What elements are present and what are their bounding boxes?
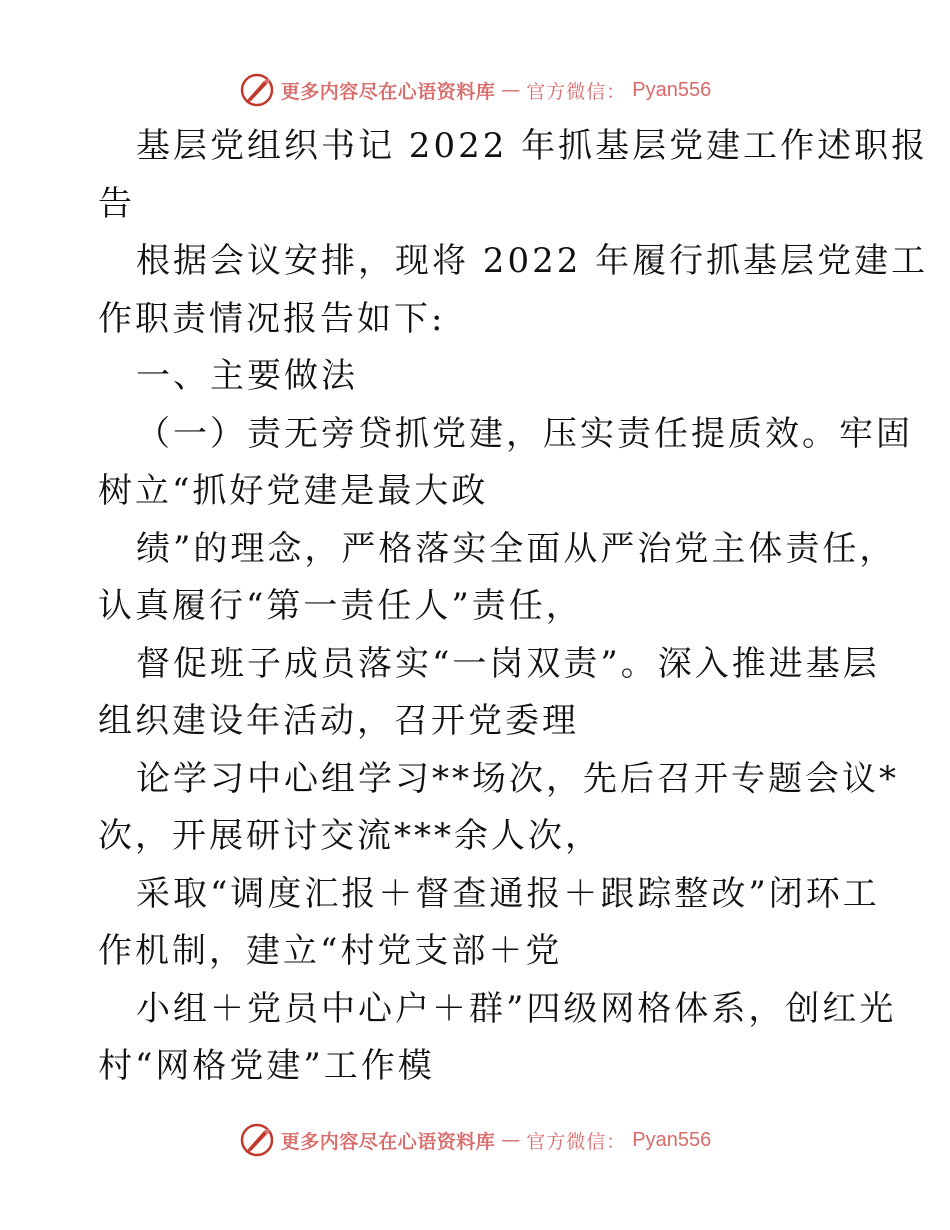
paragraph-line: 督促班子成员落实“一岗双责”。深入推进基层 bbox=[136, 643, 880, 684]
paragraph-line: 作机制，建立“村党支部＋党 bbox=[98, 931, 563, 971]
paragraph-line: 绩”的理念，严格落实全面从严治党主体责任， bbox=[136, 528, 897, 569]
banner-brand-text: 更多内容尽在心语资料库 bbox=[280, 80, 496, 103]
paragraph-line: （一）责无旁贷抓党建，压实责任提质效。牢固 bbox=[136, 413, 913, 454]
paragraph-line: 根据会议安排，现将 2022 年履行抓基层党建工 bbox=[136, 241, 929, 281]
paragraph-line: 次，开展研讨交流***余人次， bbox=[98, 816, 602, 856]
paragraph-line: 作职责情况报告如下: bbox=[98, 298, 446, 339]
document-body bbox=[98, 118, 929, 1096]
paragraph-line: 采取“调度汇报＋督查通报＋跟踪整改”闭环工 bbox=[136, 873, 880, 914]
banner-dash: — bbox=[501, 79, 521, 101]
document-title-line-1: 基层党组织书记 2022 年抓基层党建工作述职报 bbox=[136, 126, 929, 166]
paragraph-line: 树立“抓好党建是最大政 bbox=[98, 471, 489, 511]
document-title-line-2: 告 bbox=[98, 183, 135, 224]
quill-pen-logo-icon bbox=[239, 72, 275, 108]
paragraph-line: 组织建设年活动，召开党委理 bbox=[98, 701, 579, 741]
header-banner bbox=[0, 70, 950, 110]
banner-wechat-label: 官方微信： bbox=[526, 1130, 627, 1153]
paragraph-line: 小组＋党员中心户＋群”四级网格体系，创红光 bbox=[136, 988, 897, 1029]
banner-dash: — bbox=[501, 1129, 521, 1151]
banner-brand-text: 更多内容尽在心语资料库 bbox=[280, 1130, 496, 1153]
banner-wechat-label: 官方微信： bbox=[526, 80, 627, 103]
paragraph-line: 论学习中心组学习**场次，先后召开专题会议* bbox=[136, 758, 899, 799]
paragraph-line: 认真履行“第一责任人”责任， bbox=[98, 586, 583, 626]
banner-wechat-id: Pyan556 bbox=[632, 1128, 712, 1151]
banner-wechat-id: Pyan556 bbox=[632, 78, 712, 101]
paragraph-line: 村“网格党建”工作模 bbox=[98, 1046, 435, 1086]
quill-pen-logo-icon bbox=[239, 1122, 275, 1158]
section-heading: 一、主要做法 bbox=[136, 356, 358, 396]
footer-banner bbox=[0, 1120, 950, 1160]
